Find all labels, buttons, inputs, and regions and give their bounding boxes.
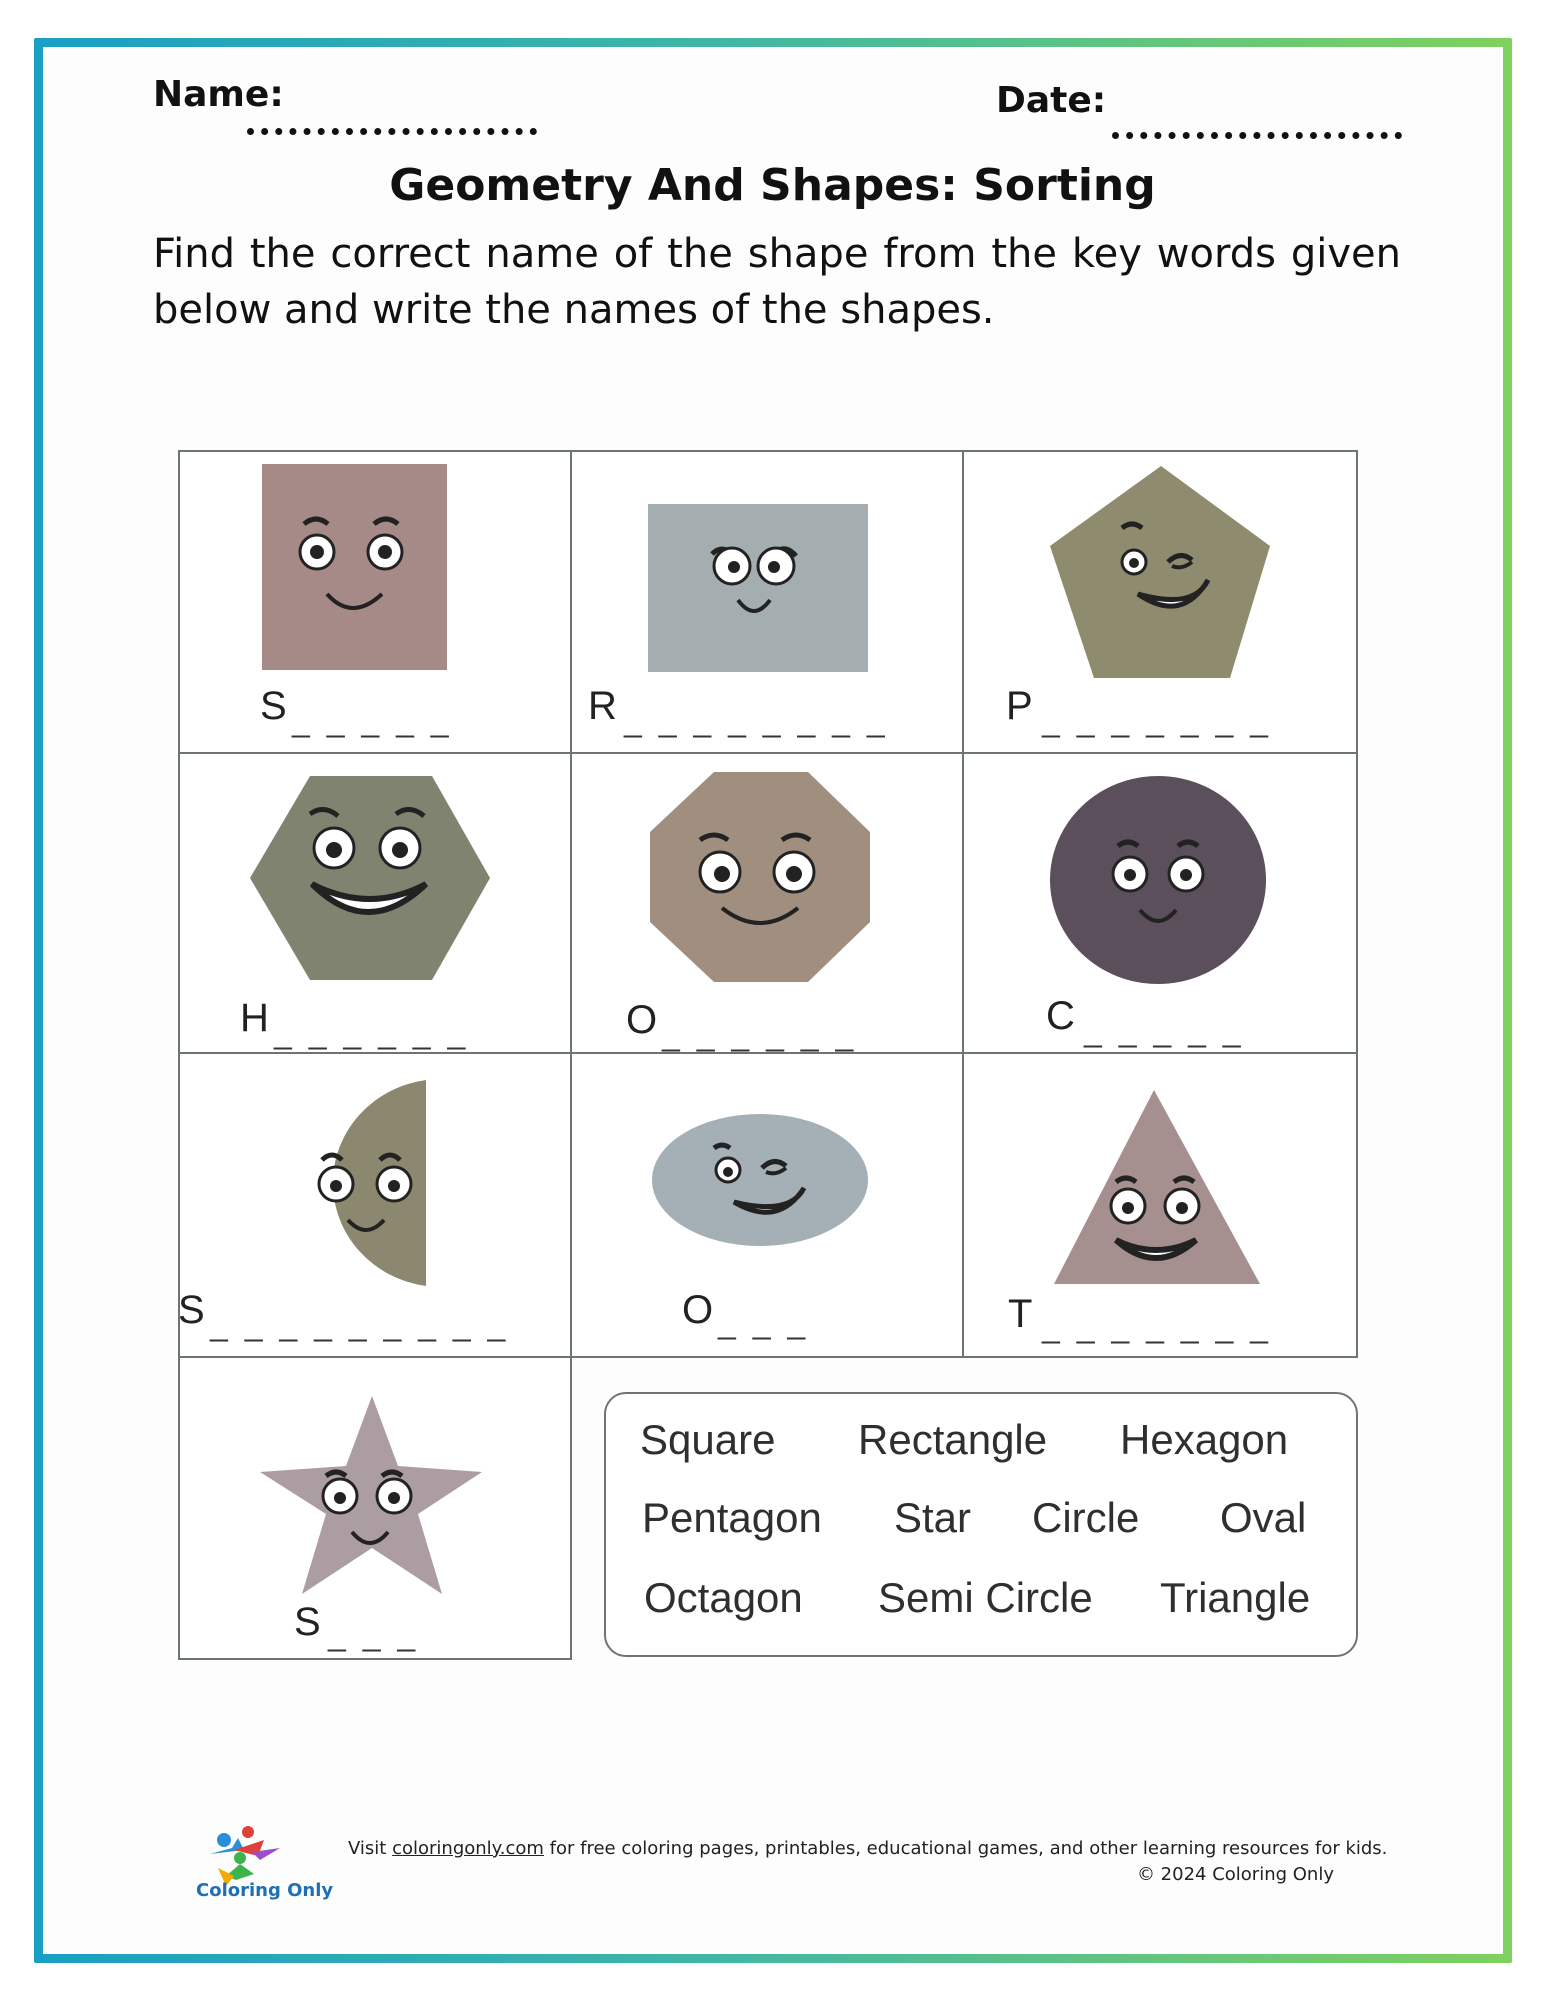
- shape-cell-hexagon: [178, 752, 572, 1054]
- octagon-shape-icon: [650, 772, 872, 984]
- circle-shape-icon: [1048, 774, 1270, 986]
- keyword-oval: Oval: [1220, 1494, 1307, 1541]
- answer-blanks[interactable]: _ _ _ _ _ _: [274, 1014, 470, 1050]
- footer-text: [348, 1838, 1387, 1859]
- keyword-triangle: Triangle: [1160, 1574, 1311, 1621]
- answer-blanks[interactable]: _ _ _: [718, 1304, 810, 1340]
- shape-cell-triangle: [962, 1052, 1358, 1358]
- pentagon-shape-icon: [1050, 466, 1272, 682]
- keyword-square: Square: [640, 1416, 776, 1463]
- triangle-shape-icon: [1054, 1090, 1264, 1286]
- cell-letter: S: [294, 1600, 321, 1644]
- answer-blanks[interactable]: _ _ _ _ _ _ _ _ _: [210, 1306, 510, 1342]
- date-field[interactable]: [1112, 132, 1402, 139]
- keyword-star: Star: [894, 1494, 972, 1541]
- shape-cell-square: [178, 450, 572, 754]
- semi-circle-shape-icon: [314, 1080, 428, 1290]
- answer-blanks[interactable]: _ _ _ _ _ _ _ _: [624, 702, 889, 738]
- answer-blanks[interactable]: _ _ _ _ _ _: [662, 1016, 858, 1052]
- shape-cell-semi-circle: [178, 1052, 572, 1358]
- answer-blanks[interactable]: _ _ _ _ _ _ _: [1042, 702, 1272, 738]
- keyword-box: [604, 1392, 1358, 1657]
- footer-visit: Visit: [348, 1838, 387, 1859]
- cell-letter: H: [240, 996, 269, 1040]
- instructions: Find the correct name of the shape from the key words given below and write the names of the shapes.: [153, 231, 1401, 333]
- keyword-semi-circle: Semi Circle: [878, 1574, 1093, 1621]
- page-title: Geometry And Shapes: Sorting: [389, 160, 1156, 211]
- cell-letter: S: [178, 1288, 205, 1332]
- hexagon-shape-icon: [250, 776, 492, 984]
- rectangle-shape-icon: [648, 504, 872, 674]
- keyword-octagon: Octagon: [644, 1574, 803, 1621]
- answer-blanks[interactable]: _ _ _ _ _ _ _: [1042, 1308, 1272, 1344]
- oval-shape-icon: [650, 1112, 870, 1250]
- date-label: Date:: [996, 80, 1107, 121]
- cell-letter: P: [1006, 684, 1033, 728]
- cell-letter: T: [1008, 1292, 1033, 1336]
- footer-link[interactable]: coloringonly.com: [392, 1838, 544, 1859]
- shape-cell-star: [178, 1356, 572, 1660]
- keyword-pentagon: Pentagon: [642, 1494, 822, 1541]
- keyword-hexagon: Hexagon: [1120, 1416, 1289, 1463]
- answer-blanks[interactable]: _ _ _: [328, 1616, 420, 1652]
- name-label: Name:: [153, 74, 284, 115]
- cell-letter: C: [1046, 994, 1075, 1038]
- cell-letter: O: [626, 998, 658, 1042]
- keyword-rectangle: Rectangle: [858, 1416, 1048, 1463]
- logo-text: Coloring Only: [196, 1880, 334, 1901]
- square-shape-icon: [262, 464, 452, 679]
- footer-rest: for free coloring pages, printables, educational games, and other learning resources for kids.: [549, 1838, 1388, 1859]
- shape-cell-pentagon: [962, 450, 1358, 754]
- shape-cell-octagon: [570, 752, 964, 1054]
- cell-letter: R: [588, 684, 617, 728]
- star-shape-icon: [260, 1396, 484, 1596]
- shape-cell-oval: [570, 1052, 964, 1358]
- answer-blanks[interactable]: _ _ _ _ _: [292, 702, 453, 738]
- shape-cell-rectangle: [570, 450, 964, 754]
- name-field[interactable]: [247, 128, 537, 135]
- copyright: © 2024 Coloring Only: [1136, 1864, 1334, 1885]
- shape-cell-circle: [962, 752, 1358, 1054]
- cell-letter: O: [682, 1288, 714, 1332]
- answer-blanks[interactable]: _ _ _ _ _: [1084, 1012, 1245, 1048]
- cell-letter: S: [260, 684, 287, 728]
- keyword-circle: Circle: [1032, 1494, 1140, 1541]
